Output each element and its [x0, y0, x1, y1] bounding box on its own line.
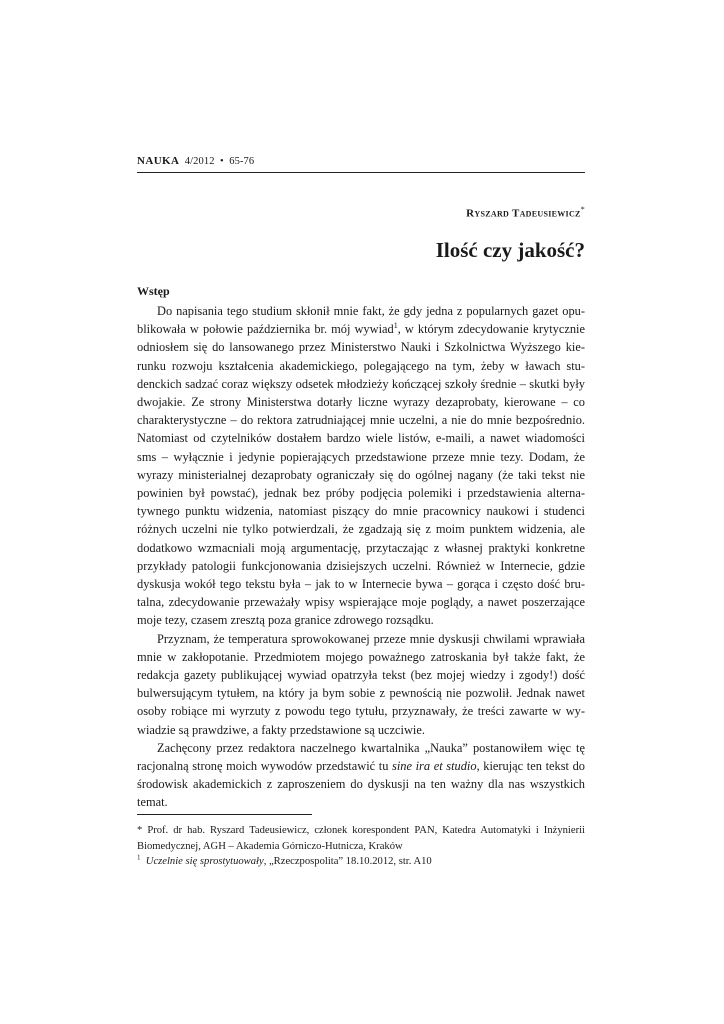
head-separator: •	[220, 156, 224, 167]
paragraph-1-text-start: Do napisania tego studium skłonił mnie fakt, że gdy jedna z popularnych gazet opublikowała w połowie października br. mój wywiad	[137, 304, 585, 337]
author-footnote-marker: *	[580, 205, 585, 214]
page-range: 65-76	[229, 156, 255, 167]
article-body	[137, 302, 585, 812]
footnote-1	[137, 854, 585, 870]
paragraph-3-text-start: Zachęcony przez redaktora naczelnego kwartalnika „Nauka” postanowiłem więc tę racjonalną stronę moich wywodów przedstawić tu	[137, 740, 585, 774]
paragraph-1-text-end: , w którym zdecydowanie krytycznie odniosłem się do lansowanego przez Ministerstwo Nauki i Szkolnictwa Wyższego kierunku rozwoju kształcenia akademickiego, polegającego na tym, żeby w ławach studenckich sadzać coraz większy odsetek młodzieży kończącej szkoły średnie – skutki były dwojakie. Ze strony Ministerstwa dotarły liczne wyrazy dezaprobaty, kierowane – co charakterystyczne – do rektora zatrudniającej mnie uczelni, a nie do mnie bezpośrednio. Natomiast od czytelników dostałem bardzo wiele listów, e-maili, a nawet wiadomości sms – wyłącznie i jedynie popierających przedstawione przeze mnie tezy. Dodam, że wyrazy ministerialnej dezaprobaty ograniczały się do ogólnej nagany (że taki tekst nie powinien był powstać), jednak bez próby podjęcia polemiki i przedstawienia alternatywnego punktu widzenia, natomiast piszący do mnie pracownicy naukowi i studenci różnych uczelni nie tylko potwierdzali, że zgadzają się z moim punktem widzenia, ale dodatkowo wzmacniali moją argumentację, przytaczając z własnej praktyki konkretne przykłady patologii funkcjonowania dzisiejszych uczelni. Również w Internecie, gdzie dyskusja wokół tego tekstu była – jak to w Internecie bywa – gorąca i często dość brutalna, zdecydowanie przeważały wpisy wspierające moje poglądy, a nawet poszerzające moje tezy, czasem zresztą poza granice zdrowego rozsądku.	[137, 322, 585, 628]
issue-number: 4/2012	[184, 156, 215, 167]
journal-name: NAUKA	[137, 155, 180, 167]
paragraph-2: Przyznam, że temperatura sprowokowanej przeze mnie dyskusji chwilami wprawiała mnie w zakłopotanie. Przedmiotem mojego poważnego zatroskania był także fakt, że redakcja gazety publikującej wywiad opatrzyła tekst (bez mojej wiedzy i zgody!) dość bulwersującym tytułem, na który ja bym sobie z pewnością nie pozwolił. Jednak nawet osoby robiące mi wyrzuty z powodu tego tytułu, przyznawały, że treści zawarte w wywiadzie są prawdziwe, a fakty przedstawione są uczciwie.	[137, 631, 585, 737]
header-rule	[137, 172, 585, 173]
paragraph-3	[137, 739, 585, 812]
footnotes	[137, 823, 585, 870]
author-name: Ryszard Tadeusiewicz	[466, 207, 581, 220]
footnote-1-text: , „Rzeczpospolita” 18.10.2012, str. A10	[263, 856, 432, 867]
article-author	[466, 205, 585, 220]
paragraph-1	[137, 302, 585, 630]
section-heading: Wstęp	[137, 284, 170, 298]
paragraph-3-text-end: , kierując ten tekst do środowisk akademickich z zaproszeniem do dyskusji na ten ważny dla nas wszystkich temat.	[137, 759, 585, 810]
article-title: Ilość czy jakość?	[435, 238, 585, 262]
running-head	[137, 155, 585, 167]
footnote-ref-1: 1	[393, 321, 398, 331]
footnote-1-marker: 1	[137, 853, 141, 862]
footnote-author	[137, 823, 585, 854]
footnote-rule	[137, 814, 312, 815]
footnote-author-text: Prof. dr hab. Ryszard Tadeusiewicz, członek korespondent PAN, Katedra Automatyki i Inżynierii Biomedycznej, AGH – Akademia Górniczo-Hutnicza, Kraków	[137, 825, 585, 852]
latin-phrase: sine ira et studio	[392, 759, 477, 774]
footnote-1-title: Uczelnie się sprostytuowały	[145, 856, 264, 867]
footnote-author-marker: *	[137, 825, 143, 836]
